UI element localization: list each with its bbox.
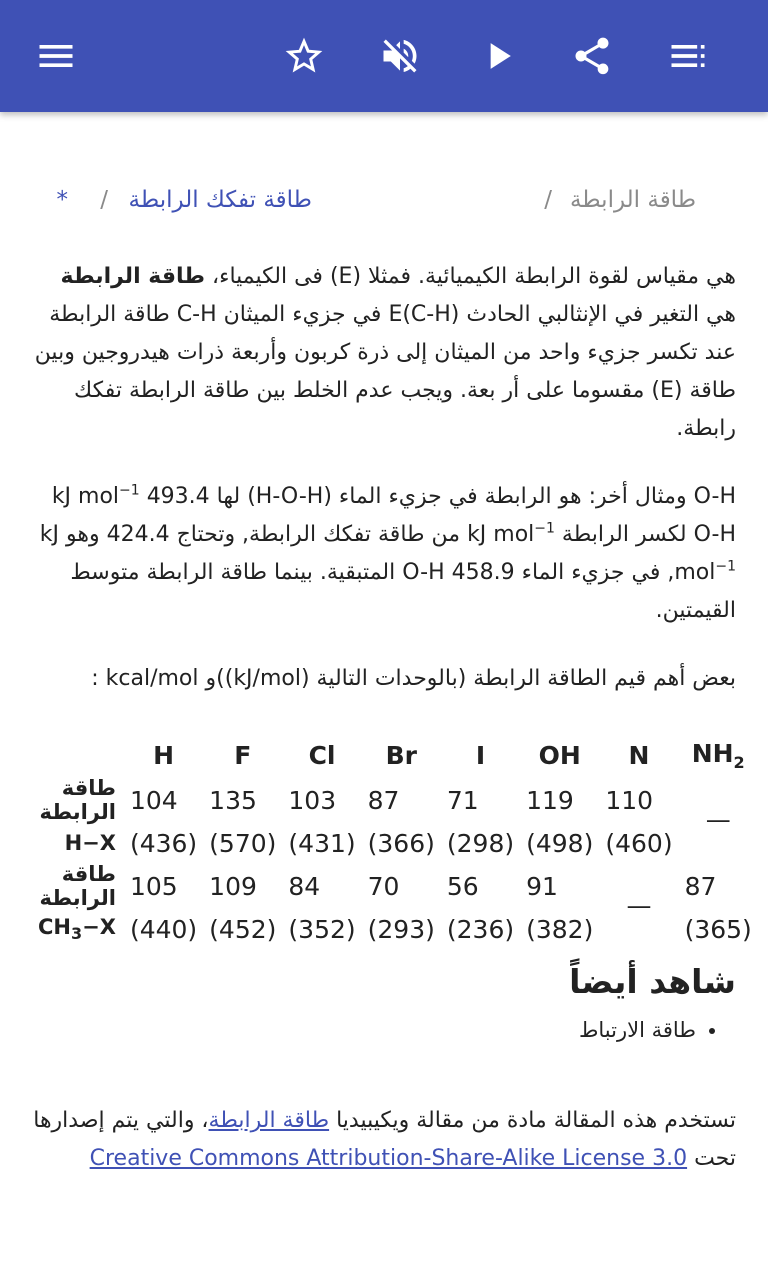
table-cell: (365) <box>684 914 752 944</box>
superscript: −1 <box>534 520 555 537</box>
license-link[interactable]: Creative Commons Attribution-Share-Alike License 3.0 <box>89 1146 688 1171</box>
table-header: F <box>234 740 252 770</box>
para-text: هي التغير في الإنثالبي الحادث E(C-H) في جزيء الميثان C-H طاقة الرابطة عند تكسر جزيء واحد من الميثان إلى ذرة كربون وأربعة ذرات هيدروجين وبين طاقة (E) مقسوما على أر بعة. ويجب عدم الخلط بين طاقة الرابطة تفكك رابطة. <box>34 302 736 441</box>
row-label: $CH_3-X$ <box>38 914 116 944</box>
table-cell: (431) <box>288 828 356 858</box>
example-paragraph <box>32 478 736 630</box>
contents-button[interactable] <box>660 28 716 84</box>
breadcrumb-separator: / <box>544 187 552 213</box>
share-button[interactable] <box>564 28 620 84</box>
table-row <box>32 776 758 824</box>
breadcrumb <box>32 160 736 240</box>
table-cell: 104 <box>129 785 178 815</box>
breadcrumb-link[interactable]: طاقة تفكك الرابطة <box>128 187 312 213</box>
para-text: O-H لكسر الرابطة kJ mol <box>467 522 736 547</box>
table-cell: (436) <box>129 828 198 858</box>
app-bar <box>0 0 768 112</box>
see-also-list <box>32 1012 736 1048</box>
bold-term: طاقة الرابطة <box>60 264 205 289</box>
table-cell: 103 <box>288 785 337 815</box>
table-cell: — <box>705 804 731 834</box>
list-item[interactable]: • طاقة الارتباط <box>32 1012 696 1048</box>
row-label: طاقة الرابطة <box>39 776 116 824</box>
table-cell: — <box>626 890 652 920</box>
table-cell: 109 <box>209 871 257 901</box>
table-cell: (293) <box>367 914 435 944</box>
table-cell: (236) <box>446 914 515 944</box>
intro-paragraph <box>32 258 736 448</box>
table-cell: 110 <box>605 785 654 815</box>
para-text: هي مقياس لقوة الرابطة الكيميائية. فمثلا (E) فى الكيمياء، <box>205 264 736 289</box>
playlist-icon <box>666 34 710 78</box>
table-header: N <box>628 740 650 770</box>
table-header: Br <box>385 740 417 770</box>
table-cell: 71 <box>446 785 479 815</box>
menu-icon <box>34 34 78 78</box>
table-row <box>32 824 758 862</box>
table-cell: (382) <box>526 914 594 944</box>
table-cell: 105 <box>129 871 178 901</box>
table-header: Cl <box>308 740 336 770</box>
play-icon <box>476 34 520 78</box>
table-cell: 87 <box>367 785 400 815</box>
table-cell: 84 <box>288 871 321 901</box>
para-text: O-H ومثال أخر: هو الرابطة في جزيء الماء (H-O-H) لها 493.4 kJ mol <box>51 484 736 509</box>
breadcrumb-separator: / <box>100 187 108 213</box>
article-content <box>32 160 752 1178</box>
table-cell: (498) <box>526 828 594 858</box>
star-outline-icon <box>282 34 326 78</box>
breadcrumb-root[interactable]: * <box>56 187 68 213</box>
table-header: I <box>475 740 486 770</box>
table-cell: (452) <box>209 914 277 944</box>
footer-text: ، والتي يتم إصدارها تحت <box>33 1108 736 1171</box>
table-header: H <box>153 740 175 770</box>
table-cell: (440) <box>129 914 198 944</box>
row-label: H−X <box>64 831 116 855</box>
table-cell: (298) <box>446 828 515 858</box>
bookmark-button[interactable] <box>276 28 332 84</box>
breadcrumb-current: طاقة الرابطة <box>569 187 696 213</box>
table-cell: 135 <box>209 785 257 815</box>
table-header-row <box>32 734 758 776</box>
menu-button[interactable] <box>28 28 84 84</box>
table-cell: 119 <box>526 785 574 815</box>
para-text: من طاقة تفكك الرابطة, وتحتاج 424.4 وهو kJ mol <box>39 522 716 585</box>
table-cell: (460) <box>605 828 673 858</box>
bond-energy-table <box>32 734 758 948</box>
table-cell: (570) <box>209 828 277 858</box>
table-intro: بعض أهم قيم الطاقة الرابطة (بالوحدات التالية (kJ/mol))و kcal/mol : <box>91 666 736 691</box>
table-cell: 56 <box>446 871 479 901</box>
source-article-link[interactable]: طاقة الرابطة <box>208 1108 330 1133</box>
share-icon <box>570 34 614 78</box>
superscript: −1 <box>715 558 736 575</box>
footer-text: تستخدم هذه المقالة مادة من مقالة ويكيبيديا <box>329 1108 736 1133</box>
table-cell: 91 <box>526 871 558 901</box>
license-footer <box>32 1102 736 1178</box>
volume-off-icon <box>378 34 422 78</box>
table-header: $NH_2$ <box>691 738 745 772</box>
table-cell: (366) <box>367 828 435 858</box>
play-button[interactable] <box>470 28 526 84</box>
table-cell: 87 <box>684 871 717 901</box>
table-cell: 70 <box>367 871 400 901</box>
table-cell: (352) <box>288 914 356 944</box>
superscript: −1 <box>119 482 140 499</box>
table-header: OH <box>538 740 581 770</box>
mute-button[interactable] <box>372 28 428 84</box>
row-label: طاقة الرابطة <box>39 862 116 910</box>
para-text: , في جزيء الماء O-H 458.9 المتبقية. بينما طاقة الرابطة متوسط القيمتين. <box>70 560 736 623</box>
table-row <box>32 862 758 910</box>
see-also-heading: شاهد أيضاً <box>569 962 736 1001</box>
